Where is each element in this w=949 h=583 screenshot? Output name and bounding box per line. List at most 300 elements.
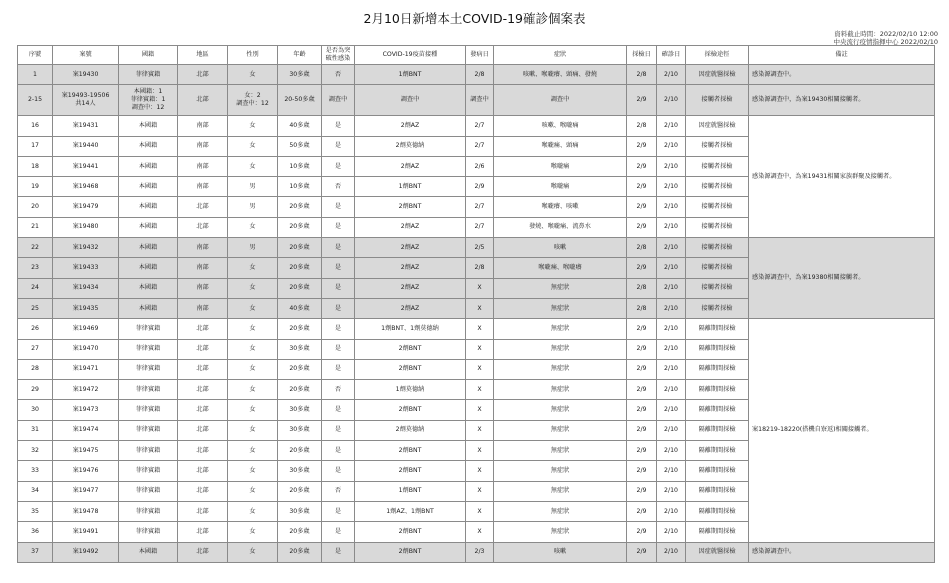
cell-vaccine: 2劑AZ	[355, 116, 466, 136]
cell-age: 20多歲	[278, 217, 322, 237]
cell-seq: 22	[18, 238, 53, 258]
cell-sex: 女	[228, 65, 278, 85]
cell-confirm-date: 2/10	[657, 481, 686, 501]
header-region: 地區	[178, 46, 228, 65]
header-case: 案號	[53, 46, 119, 65]
cell-nationality: 本國籍	[119, 177, 178, 197]
cell-test-date: 2/9	[627, 339, 657, 359]
cell-vaccine: 2劑莫德納	[355, 420, 466, 440]
cell-age: 20多歲	[278, 380, 322, 400]
cell-vaccine: 2劑AZ	[355, 278, 466, 298]
cell-age: 20多歲	[278, 359, 322, 379]
cell-region: 北部	[178, 197, 228, 217]
cell-confirm-date: 2/10	[657, 420, 686, 440]
cell-age: 30多歲	[278, 400, 322, 420]
cell-confirm-date: 2/10	[657, 501, 686, 521]
cell-confirm-date: 2/10	[657, 197, 686, 217]
cell-case: 案19476	[53, 461, 119, 481]
cell-age: 40多歲	[278, 116, 322, 136]
cell-seq: 29	[18, 380, 53, 400]
cell-nationality: 本國籍	[119, 258, 178, 278]
cell-seq: 21	[18, 217, 53, 237]
cell-nationality: 本國籍	[119, 217, 178, 237]
cell-route: 隔離期間採檢	[686, 420, 749, 440]
cell-symptom: 無症狀	[494, 420, 627, 440]
cell-vaccine: 1劑莫德納	[355, 380, 466, 400]
cell-seq: 34	[18, 481, 53, 501]
cell-case: 案19479	[53, 197, 119, 217]
cell-region: 北部	[178, 65, 228, 85]
cell-symptom: 咳嗽	[494, 542, 627, 562]
cell-test-date: 2/9	[627, 197, 657, 217]
cell-onset: X	[466, 461, 494, 481]
cell-confirm-date: 2/10	[657, 116, 686, 136]
cell-test-date: 2/9	[627, 522, 657, 542]
cell-test-date: 2/9	[627, 156, 657, 176]
cell-breakthrough: 是	[322, 542, 355, 562]
cell-nationality: 菲律賓籍	[119, 319, 178, 339]
cell-onset: 2/9	[466, 177, 494, 197]
cell-nationality: 菲律賓籍	[119, 400, 178, 420]
cell-test-date: 2/9	[627, 501, 657, 521]
cell-case: 案19478	[53, 501, 119, 521]
cell-test-date: 2/8	[627, 65, 657, 85]
cell-region: 南部	[178, 116, 228, 136]
cell-vaccine: 2劑BNT	[355, 197, 466, 217]
cell-route: 接觸者採檢	[686, 238, 749, 258]
cell-breakthrough: 否	[322, 481, 355, 501]
case-table	[17, 45, 935, 563]
cell-confirm-date: 2/10	[657, 400, 686, 420]
cell-route: 隔離期間採檢	[686, 380, 749, 400]
cell-confirm-date: 2/10	[657, 298, 686, 318]
cell-vaccine: 1劑BNT	[355, 177, 466, 197]
cell-age: 20多歲	[278, 278, 322, 298]
cell-age: 20多歲	[278, 319, 322, 339]
cell-symptom: 咳嗽	[494, 238, 627, 258]
cell-breakthrough: 是	[322, 400, 355, 420]
cell-route: 隔離期間採檢	[686, 400, 749, 420]
page-title: 2月10日新增本土COVID-19確診個案表	[363, 11, 586, 26]
cell-age: 50多歲	[278, 136, 322, 156]
cell-vaccine: 2劑BNT	[355, 522, 466, 542]
cell-seq: 27	[18, 339, 53, 359]
cell-test-date: 2/9	[627, 400, 657, 420]
cell-breakthrough: 否	[322, 177, 355, 197]
cell-route: 接觸者採檢	[686, 298, 749, 318]
cell-test-date: 2/9	[627, 420, 657, 440]
cell-route: 接觸者採檢	[686, 136, 749, 156]
cell-route: 因症就醫採檢	[686, 542, 749, 562]
cell-age: 20多歲	[278, 197, 322, 217]
cell-test-date: 2/9	[627, 177, 657, 197]
table-row	[18, 238, 935, 258]
cell-confirm-date: 2/10	[657, 461, 686, 481]
cell-seq: 35	[18, 501, 53, 521]
cell-age: 20-50多歲	[278, 85, 322, 116]
cell-test-date: 2/8	[627, 298, 657, 318]
cell-symptom: 無症狀	[494, 400, 627, 420]
header-sex: 性別	[228, 46, 278, 65]
cell-onset: 調查中	[466, 85, 494, 116]
cell-symptom: 無症狀	[494, 441, 627, 461]
cell-route: 隔離期間採檢	[686, 359, 749, 379]
cell-breakthrough: 調查中	[322, 85, 355, 116]
cell-breakthrough: 是	[322, 359, 355, 379]
header-confirm-date: 確診日	[657, 46, 686, 65]
cell-confirm-date: 2/10	[657, 177, 686, 197]
cell-vaccine: 1劑BNT	[355, 481, 466, 501]
cell-route: 因症就醫採檢	[686, 116, 749, 136]
cell-seq: 25	[18, 298, 53, 318]
cell-breakthrough: 是	[322, 522, 355, 542]
cell-symptom: 調查中	[494, 85, 627, 116]
table-row	[18, 116, 935, 136]
cell-vaccine: 2劑AZ	[355, 298, 466, 318]
cell-test-date: 2/9	[627, 441, 657, 461]
cell-sex: 女	[228, 136, 278, 156]
table-row	[18, 319, 935, 339]
cell-breakthrough: 是	[322, 339, 355, 359]
cell-age: 20多歲	[278, 542, 322, 562]
cell-case: 案19472	[53, 380, 119, 400]
cell-seq: 33	[18, 461, 53, 481]
cell-sex: 女	[228, 420, 278, 440]
cell-route: 隔離期間採檢	[686, 461, 749, 481]
cell-seq: 24	[18, 278, 53, 298]
cell-seq: 28	[18, 359, 53, 379]
cell-confirm-date: 2/10	[657, 319, 686, 339]
cell-symptom: 無症狀	[494, 278, 627, 298]
cell-sex: 女	[228, 481, 278, 501]
cell-region: 北部	[178, 217, 228, 237]
cell-onset: X	[466, 400, 494, 420]
cell-case: 案19473	[53, 400, 119, 420]
cell-breakthrough: 是	[322, 197, 355, 217]
cell-sex: 女	[228, 258, 278, 278]
cell-test-date: 2/8	[627, 238, 657, 258]
cell-vaccine: 2劑AZ	[355, 156, 466, 176]
cell-nationality: 菲律賓籍	[119, 461, 178, 481]
cell-confirm-date: 2/10	[657, 217, 686, 237]
table-body	[18, 65, 935, 563]
cell-case: 案19440	[53, 136, 119, 156]
cell-seq: 23	[18, 258, 53, 278]
cell-symptom: 無症狀	[494, 339, 627, 359]
cell-sex: 女	[228, 441, 278, 461]
cell-route: 隔離期間採檢	[686, 339, 749, 359]
cell-route: 接觸者採檢	[686, 258, 749, 278]
cell-note: 感染源調查中，為案19380相關接觸者。	[749, 238, 935, 319]
cell-vaccine: 2劑BNT	[355, 400, 466, 420]
cell-vaccine: 調查中	[355, 85, 466, 116]
cell-sex: 女	[228, 380, 278, 400]
cell-region: 北部	[178, 400, 228, 420]
cell-sex: 女	[228, 156, 278, 176]
cell-symptom: 無症狀	[494, 501, 627, 521]
cell-case: 案19435	[53, 298, 119, 318]
cell-seq: 18	[18, 156, 53, 176]
cell-seq: 36	[18, 522, 53, 542]
cell-onset: 2/8	[466, 65, 494, 85]
cell-region: 南部	[178, 136, 228, 156]
cell-breakthrough: 是	[322, 278, 355, 298]
cell-onset: X	[466, 278, 494, 298]
publisher-date: 中央流行疫情指揮中心 2022/02/10	[833, 38, 938, 46]
cell-confirm-date: 2/10	[657, 278, 686, 298]
cell-nationality: 本國籍	[119, 197, 178, 217]
cell-nationality: 本國籍	[119, 298, 178, 318]
cell-nationality: 菲律賓籍	[119, 501, 178, 521]
cell-sex: 女	[228, 400, 278, 420]
header-nationality: 國籍	[119, 46, 178, 65]
cell-seq: 16	[18, 116, 53, 136]
cell-region: 北部	[178, 85, 228, 116]
cell-test-date: 2/8	[627, 116, 657, 136]
cell-onset: 2/7	[466, 217, 494, 237]
cell-breakthrough: 是	[322, 319, 355, 339]
cell-age: 30多歲	[278, 339, 322, 359]
cell-sex: 女	[228, 542, 278, 562]
cell-onset: X	[466, 319, 494, 339]
cell-nationality: 本國籍	[119, 278, 178, 298]
cell-sex: 女	[228, 461, 278, 481]
cell-confirm-date: 2/10	[657, 359, 686, 379]
cell-sex: 女	[228, 501, 278, 521]
cell-breakthrough: 是	[322, 238, 355, 258]
cell-symptom: 無症狀	[494, 319, 627, 339]
cell-test-date: 2/9	[627, 380, 657, 400]
cell-symptom: 無症狀	[494, 298, 627, 318]
cell-note: 感染源調查中，為案19431相關家族群聚及接觸者。	[749, 116, 935, 238]
cell-region: 南部	[178, 258, 228, 278]
cell-age: 30多歲	[278, 65, 322, 85]
cell-breakthrough: 是	[322, 136, 355, 156]
table-row	[18, 542, 935, 562]
cell-vaccine: 2劑BNT	[355, 461, 466, 481]
cell-onset: 2/7	[466, 116, 494, 136]
cell-breakthrough: 是	[322, 116, 355, 136]
header-vaccine: COVID-19疫苗接種	[355, 46, 466, 65]
cell-age: 20多歲	[278, 522, 322, 542]
cell-route: 接觸者採檢	[686, 177, 749, 197]
cell-symptom: 咳嗽、喉嚨痛	[494, 116, 627, 136]
cell-case: 案19493-19506 共14人	[53, 85, 119, 116]
cell-nationality: 菲律賓籍	[119, 339, 178, 359]
cell-breakthrough: 是	[322, 258, 355, 278]
cell-confirm-date: 2/10	[657, 522, 686, 542]
cell-nationality: 本國籍	[119, 136, 178, 156]
cell-vaccine: 2劑AZ	[355, 238, 466, 258]
cell-vaccine: 2劑莫德納	[355, 136, 466, 156]
cell-onset: 2/3	[466, 542, 494, 562]
cell-nationality: 菲律賓籍	[119, 420, 178, 440]
table-row	[18, 85, 935, 116]
cell-case: 案19433	[53, 258, 119, 278]
cell-sex: 女：2 調查中：12	[228, 85, 278, 116]
cell-region: 南部	[178, 156, 228, 176]
cell-test-date: 2/9	[627, 461, 657, 481]
cell-nationality: 本國籍	[119, 156, 178, 176]
cell-route: 接觸者採檢	[686, 278, 749, 298]
cell-onset: X	[466, 420, 494, 440]
cell-seq: 32	[18, 441, 53, 461]
cell-region: 北部	[178, 359, 228, 379]
cell-vaccine: 2劑AZ	[355, 217, 466, 237]
cell-vaccine: 1劑AZ、1劑BNT	[355, 501, 466, 521]
cell-age: 10多歲	[278, 177, 322, 197]
cell-breakthrough: 是	[322, 420, 355, 440]
cell-case: 案19477	[53, 481, 119, 501]
cell-sex: 男	[228, 177, 278, 197]
cell-test-date: 2/9	[627, 258, 657, 278]
cell-case: 案19434	[53, 278, 119, 298]
cell-route: 因症就醫採檢	[686, 65, 749, 85]
cell-region: 北部	[178, 420, 228, 440]
cell-region: 北部	[178, 481, 228, 501]
cell-test-date: 2/9	[627, 85, 657, 116]
cell-nationality: 本國籍	[119, 238, 178, 258]
cell-nationality: 菲律賓籍	[119, 441, 178, 461]
cell-note: 感染源調查中，為案19430相關接觸者。	[749, 85, 935, 116]
cell-region: 北部	[178, 461, 228, 481]
cell-symptom: 喉嚨痛、頭痛	[494, 136, 627, 156]
cell-age: 30多歲	[278, 501, 322, 521]
cell-region: 北部	[178, 319, 228, 339]
cell-case: 案19441	[53, 156, 119, 176]
cell-vaccine: 2劑BNT	[355, 441, 466, 461]
cell-test-date: 2/8	[627, 278, 657, 298]
cell-nationality: 菲律賓籍	[119, 380, 178, 400]
cell-onset: 2/5	[466, 238, 494, 258]
cell-route: 隔離期間採檢	[686, 481, 749, 501]
cell-symptom: 無症狀	[494, 380, 627, 400]
cell-case: 案19468	[53, 177, 119, 197]
cell-age: 20多歲	[278, 258, 322, 278]
cell-region: 南部	[178, 238, 228, 258]
cell-region: 北部	[178, 501, 228, 521]
cell-seq: 19	[18, 177, 53, 197]
cell-region: 北部	[178, 542, 228, 562]
cell-sex: 女	[228, 278, 278, 298]
cell-case: 案19470	[53, 339, 119, 359]
cell-age: 10多歲	[278, 156, 322, 176]
cell-seq: 2-15	[18, 85, 53, 116]
cell-region: 北部	[178, 339, 228, 359]
cell-region: 北部	[178, 522, 228, 542]
cell-test-date: 2/9	[627, 481, 657, 501]
header-symptom: 症狀	[494, 46, 627, 65]
cell-age: 20多歲	[278, 441, 322, 461]
cell-sex: 男	[228, 197, 278, 217]
cell-onset: 2/7	[466, 136, 494, 156]
cell-nationality: 菲律賓籍	[119, 65, 178, 85]
cell-sex: 女	[228, 359, 278, 379]
cell-region: 北部	[178, 441, 228, 461]
cell-route: 隔離期間採檢	[686, 319, 749, 339]
cell-note: 感染源調查中。	[749, 542, 935, 562]
cell-case: 案19492	[53, 542, 119, 562]
header-breakthrough: 是否為突破性感染	[322, 46, 355, 65]
cell-vaccine: 2劑BNT	[355, 339, 466, 359]
cell-onset: X	[466, 339, 494, 359]
cell-seq: 37	[18, 542, 53, 562]
cell-test-date: 2/9	[627, 319, 657, 339]
cell-onset: X	[466, 481, 494, 501]
cell-onset: 2/8	[466, 258, 494, 278]
cell-confirm-date: 2/10	[657, 65, 686, 85]
cell-case: 案19480	[53, 217, 119, 237]
cell-sex: 女	[228, 217, 278, 237]
cell-route: 接觸者採檢	[686, 217, 749, 237]
cell-vaccine: 2劑BNT	[355, 542, 466, 562]
cell-sex: 女	[228, 116, 278, 136]
cell-symptom: 喉嚨痛	[494, 156, 627, 176]
cell-onset: X	[466, 380, 494, 400]
cell-onset: X	[466, 441, 494, 461]
header-onset: 發病日	[466, 46, 494, 65]
cell-test-date: 2/9	[627, 542, 657, 562]
cell-symptom: 喉嚨痛、喉嚨癢	[494, 258, 627, 278]
cell-symptom: 喉嚨癢、咳嗽	[494, 197, 627, 217]
cell-case: 案19469	[53, 319, 119, 339]
cell-confirm-date: 2/10	[657, 136, 686, 156]
cell-test-date: 2/9	[627, 359, 657, 379]
cell-case: 案19475	[53, 441, 119, 461]
cell-confirm-date: 2/10	[657, 238, 686, 258]
cell-onset: X	[466, 298, 494, 318]
cell-symptom: 無症狀	[494, 481, 627, 501]
cell-age: 40多歲	[278, 298, 322, 318]
cell-region: 南部	[178, 177, 228, 197]
cell-note: 案18219-18220(搭機自寮返)相關接觸者。	[749, 319, 935, 542]
cell-sex: 女	[228, 522, 278, 542]
cell-nationality: 菲律賓籍	[119, 522, 178, 542]
cell-age: 20多歲	[278, 238, 322, 258]
cell-confirm-date: 2/10	[657, 441, 686, 461]
cell-note: 感染源調查中。	[749, 65, 935, 85]
cell-confirm-date: 2/10	[657, 258, 686, 278]
cell-route: 隔離期間採檢	[686, 522, 749, 542]
cell-sex: 女	[228, 319, 278, 339]
cell-breakthrough: 是	[322, 461, 355, 481]
cell-test-date: 2/9	[627, 217, 657, 237]
header-seq: 序號	[18, 46, 53, 65]
cell-onset: 2/6	[466, 156, 494, 176]
cell-seq: 30	[18, 400, 53, 420]
cell-onset: 2/7	[466, 197, 494, 217]
cell-seq: 31	[18, 420, 53, 440]
header-age: 年齡	[278, 46, 322, 65]
cell-region: 南部	[178, 298, 228, 318]
data-cutoff-time: 資料截止時間：2022/02/10 12:00	[834, 30, 938, 38]
cell-confirm-date: 2/10	[657, 542, 686, 562]
cell-sex: 女	[228, 298, 278, 318]
header-route: 採檢途徑	[686, 46, 749, 65]
table-header-row	[18, 46, 935, 65]
cell-breakthrough: 是	[322, 441, 355, 461]
cell-case: 案19491	[53, 522, 119, 542]
cell-age: 30多歲	[278, 461, 322, 481]
cell-nationality: 本國籍：1 菲律賓籍：1 調查中：12	[119, 85, 178, 116]
cell-symptom: 無症狀	[494, 461, 627, 481]
header-note: 備註	[749, 46, 935, 65]
cell-nationality: 菲律賓籍	[119, 481, 178, 501]
cell-nationality: 本國籍	[119, 542, 178, 562]
cell-seq: 17	[18, 136, 53, 156]
table-row	[18, 65, 935, 85]
cell-route: 接觸者採檢	[686, 85, 749, 116]
